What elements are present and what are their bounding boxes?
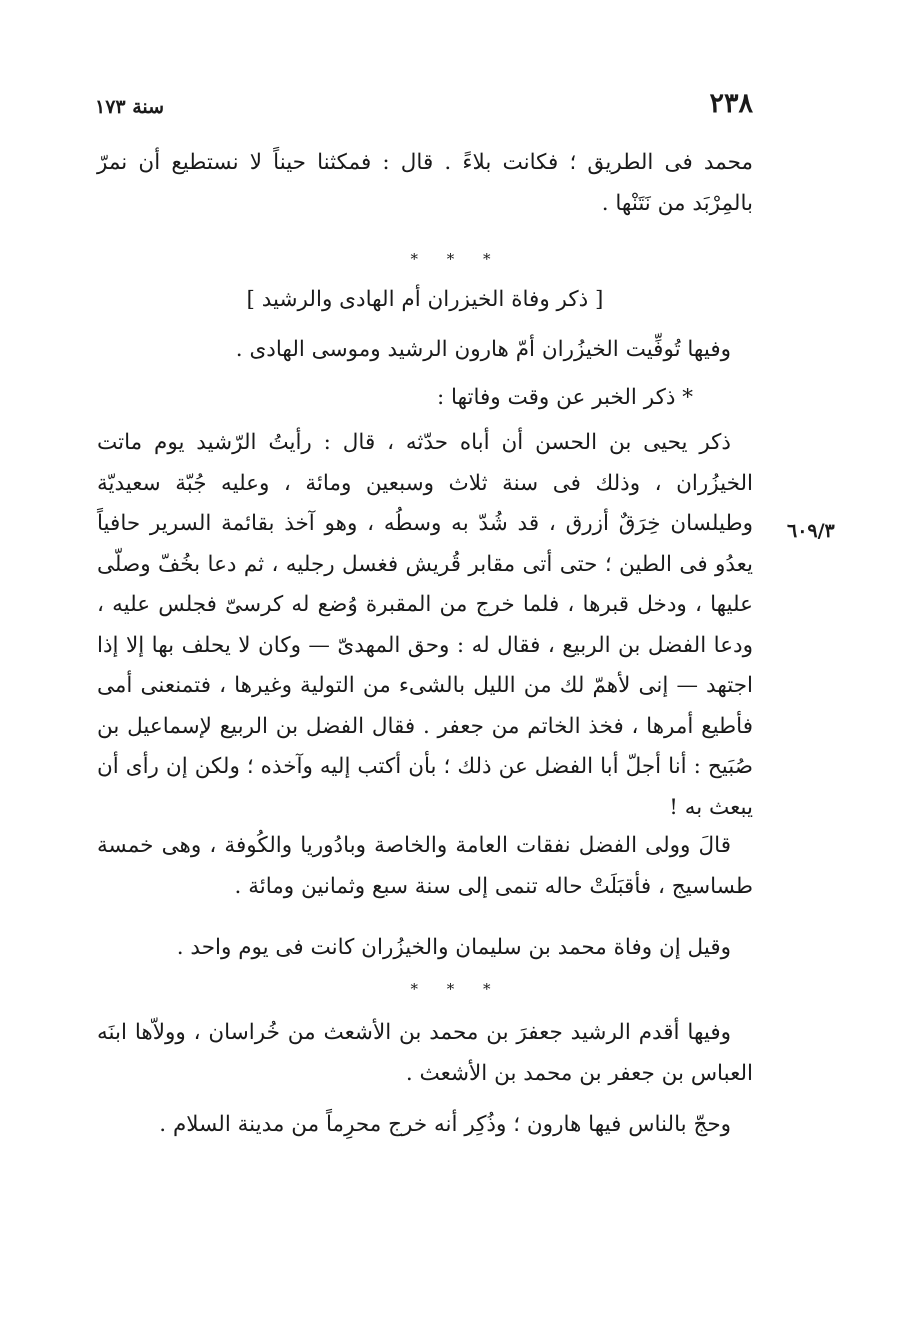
death-paragraph: وفيها تُوفِّيت الخيزُران أمّ هارون الرشيد وموسى الهادى . [235,337,731,362]
qil-paragraph: وقيل إن وفاة محمد بن سليمان والخيزُران كانت فى يوم واحد . [176,935,731,960]
margin-reference: ٦٠٩/٣ [787,520,835,542]
section-separator-2: * * * [410,980,503,998]
page-header [95,88,753,128]
jafar-paragraph: وفيها أقدم الرشيد جعفرَ بن محمد بن الأشعث من خُراسان ، وولاّها ابنَه العباس بن جعفر بن محمد بن الأشعث . [97,1020,753,1086]
section-heading: [ ذكر وفاة الخيزران أم الهادى والرشيد ] [246,287,604,312]
running-head-year: سنة ١٧٣ [95,96,165,118]
continuation-paragraph: محمد فى الطريق ؛ فكانت بلاءً . قال : فمكثنا حيناً لا نستطيع أن نمرّ بالمِرْبَد من نَتَنْها . [97,150,753,216]
subheading: * ذكر الخبر عن وقت وفاتها : [436,385,693,410]
section-separator: * * * [410,250,503,268]
hajj-paragraph: وحجّ بالناس فيها هارون ؛ وذُكِر أنه خرج محرِماً من مدينة السلام . [159,1112,731,1137]
main-paragraph: ذكر يحيى بن الحسن أن أباه حدّثه ، قال : رأيتُ الرّشيد يوم ماتت الخيزُران ، وذلك فى سنة ثلاث وسبعين ومائة ، وعليه جُبّة سعيديّة وطيلسان خِرَقٌ أزرق ، قد شُدّ به وسطُه ، وهو آخذ بقائمة السرير حافياً يعدُو فى الطين ؛ حتى أتى مقابر قُريش فغسل رجليه ، ثم دعا بخُفّ وصلّى عليها ، ودخل قبرها ، فلما خرج من المقبرة وُضع له كرسىّ فجلس عليه ، ودعا الفضل بن الربيع ، فقال له : وحق المهدىّ — وكان لا يحلف بها إلا إذا اجتهد — إنى لأهمّ لك من الليل بالشىء من التولية وغيرها ، فتمنعنى أمى فأطيع أمرها ، فخذ الخاتم من جعفر . فقال الفضل بن الربيع لإسماعيل بن صُبَيح : أنا أجلّ أبا الفضل عن ذلك ؛ بأن أكتب إليه وآخذه ؛ ولكن إن رأى أن يبعث به ! [97,430,753,820]
page-number: ٢٣٨ [709,88,753,119]
fadl-paragraph: قالَ وولى الفضل نفقات العامة والخاصة وبادُوريا والكُوفة ، وهى خمسة طساسيج ، فأقبَلَتْ حاله تنمى إلى سنة سبع وثمانين ومائة . [97,833,753,899]
